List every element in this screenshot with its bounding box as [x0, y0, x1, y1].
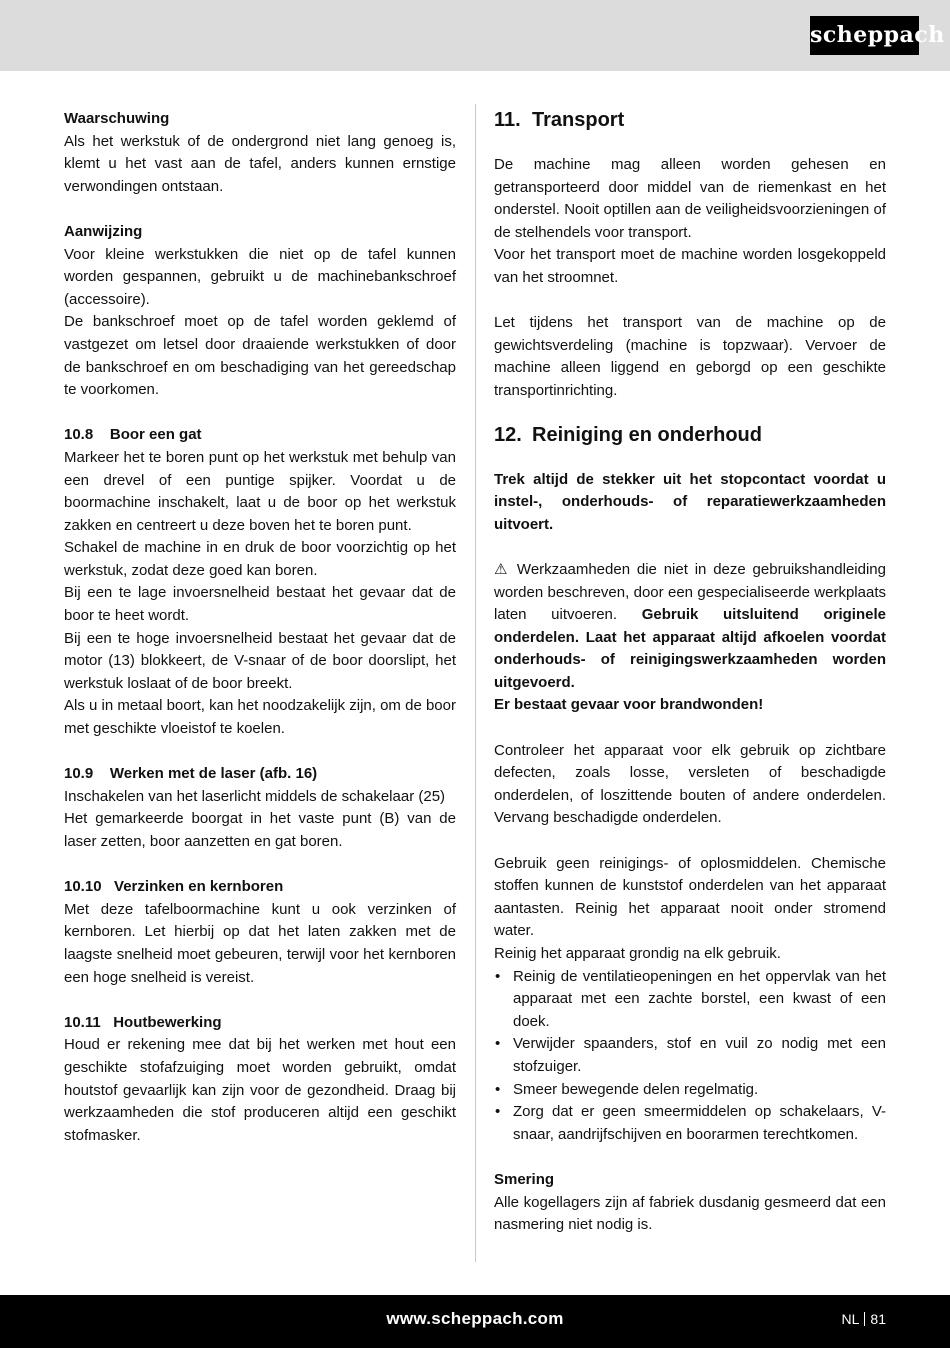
language-code: NL	[841, 1311, 860, 1327]
section-10-8-para-4: Bij een te hoge invoersnelheid bestaat het gevaar dat de motor (13) blokkeert, de V-snaar of de boor doorslipt, het werkstuk loslaat of de boor breekt.	[64, 629, 456, 692]
page-indicator	[842, 1295, 886, 1343]
list-item: • Verwijder spaanders, stof en vuil zo nodig met een stofzuiger.	[494, 1033, 886, 1078]
warning-text: Als het werkstuk of de ondergrond niet lang genoeg is, klemt u het vast aan de tafel, anders kunnen ernstige verwondingen ontstaan.	[64, 132, 456, 195]
section-10-10-para-1: Met deze tafelboormachine kunt u ook verzinken of kernboren. Let hierbij op dat het laten zakken met de laagste snelheid moet gebeuren, terwijl voor het kernboren een hoge snelheid is vereist.	[64, 900, 456, 986]
section-12-burn-warning: Er bestaat gevaar voor brandwonden!	[494, 696, 764, 714]
section-11-para-2: Voor het transport moet de machine worden losgekoppeld van het stroomnet.	[494, 246, 886, 286]
lubrication-text: Alle kogellagers zijn af fabriek dusdanig gesmeerd dat een nasmering niet nodig is.	[494, 1193, 886, 1234]
section-12-title: Reiniging en onderhoud	[532, 423, 762, 446]
section-11-title: Transport	[532, 109, 625, 131]
section-12-warning-normal: Werkzaamheden die niet in deze gebruikshandleiding worden beschreven, door een gespecialiseerde werkplaats laten uitvoeren.	[494, 560, 886, 624]
section-11-para-1: De machine mag alleen worden gehesen en getransporteerd door middel van de riemenkast en het onderstel. Nooit optillen aan de veiligheidsvoorzieningen of de stelhendels voor transport.	[494, 156, 886, 241]
section-10-11-title: 10.11 Houtbewerking	[64, 1013, 222, 1031]
warning-title: Waarschuwing	[64, 110, 170, 127]
section-10-9-para-2: Het gemarkeerde boorgat in het vaste punt (B) van de laser zetten, boor aanzetten en gat boren.	[64, 810, 456, 850]
section-11-para-3: Let tijdens het transport van de machine op de gewichtsverdeling (machine is topzwaar). Vervoer de machine alleen liggend en geborgd op een geschikte transportinrichting.	[494, 314, 886, 399]
section-10-8-para-3: Bij een te lage invoersnelheid bestaat het gevaar dat de boor te heet wordt.	[64, 584, 456, 625]
section-12-heading	[494, 423, 886, 447]
section-10-8-para-1: Markeer het te boren punt op het werkstuk met behulp van een drevel of een puntige spijker. Voordat u de boormachine inschakelt, laat u de boor op het werkstuk zakken en centreert u deze boven het te boren punt.	[64, 448, 456, 534]
section-10-8-para-2: Schakel de machine in en druk de boor voorzichtig op het werkstuk, zodat deze goed kan boren.	[64, 539, 456, 579]
page-number: 81	[870, 1311, 886, 1327]
brand-logo: scheppach	[810, 16, 919, 55]
list-item: • Zorg dat er geen smeermiddelen op schakelaars, V-snaar, aandrijfschijven en boorarmen terechtkomen.	[494, 1101, 886, 1146]
lubrication-title: Smering	[494, 1170, 555, 1188]
section-12-unplug-warning: Trek altijd de stekker uit het stopcontact voordat u instel-, onderhouds- of reparatiewerkzaamheden uitvoert.	[494, 470, 886, 533]
section-10-8-title: 10.8 Boor een gat	[64, 426, 202, 444]
section-12-check-para: Controleer het apparaat voor elk gebruik op zichtbare defecten, zoals losse, versleten of beschadigde onderdelen, of loszittende bouten of andere onderdelen. Vervang beschadigde onderdelen.	[494, 741, 886, 827]
list-item: • Reinig de ventilatieopeningen en het oppervlak van het apparaat met een zachte borstel, een kwast of een doek.	[494, 966, 886, 1034]
left-column	[64, 108, 456, 1147]
page-separator	[864, 1312, 865, 1326]
section-12-warning-bold: Gebruik uitsluitend originele onderdelen. Laat het apparaat altijd afkoelen voordat onderhouds- of reinigingswerkzaamheden worden uitgevoerd.	[494, 606, 886, 691]
warning-triangle-icon: ⚠	[494, 560, 511, 578]
section-10-8-para-5: Als u in metaal boort, kan het noodzakelijk zijn, om de boor met geschikte vloeistof te koelen.	[64, 697, 456, 738]
cleaning-bullet-list	[494, 966, 886, 1147]
section-12-clean-para: Gebruik geen reinigings- of oplosmiddelen. Chemische stoffen kunnen de kunststof onderdelen van het apparaat aantasten. Reinig het apparaat nooit onder stromend water.	[494, 854, 886, 940]
section-11-heading	[494, 108, 886, 132]
section-11-number: 11.	[494, 109, 521, 131]
note-title: Aanwijzing	[64, 222, 143, 240]
footer-url-link[interactable]: www.scheppach.com	[386, 1309, 564, 1328]
header-bar	[0, 0, 950, 71]
section-10-10-title: 10.10 Verzinken en kernboren	[64, 878, 284, 896]
note-text-2: De bankschroef moet op de tafel worden geklemd of vastgezet om letsel door draaiende werkstukken of door de bankschroef en om beschadiging van het gereedschap te voorkomen.	[64, 313, 456, 399]
column-divider	[475, 104, 476, 1262]
section-10-9-para-1: Inschakelen van het laserlicht middels de schakelaar (25)	[64, 787, 446, 805]
section-10-11-para-1: Houd er rekening mee dat bij het werken met hout een geschikte stofafzuiging moet worden gebruikt, omdat houtstof gevaarlijk kan zijn voor de gezondheid. Draag bij werkzaamheden die stof produceren altijd een geschikt stofmasker.	[64, 1036, 456, 1144]
right-column	[494, 108, 886, 1237]
note-text-1: Voor kleine werkstukken die niet op de tafel kunnen worden gespannen, gebruikt u de machinebankschroef (accessoire).	[64, 245, 456, 308]
section-12-clean-para-2: Reinig het apparaat grondig na elk gebruik.	[494, 945, 781, 962]
list-item: • Smeer bewegende delen regelmatig.	[494, 1079, 886, 1102]
footer-bar	[0, 1295, 950, 1348]
section-12-warning-paragraph	[494, 559, 886, 695]
section-12-number: 12.	[494, 423, 522, 446]
section-10-9-title: 10.9 Werken met de laser (afb. 16)	[64, 765, 318, 783]
